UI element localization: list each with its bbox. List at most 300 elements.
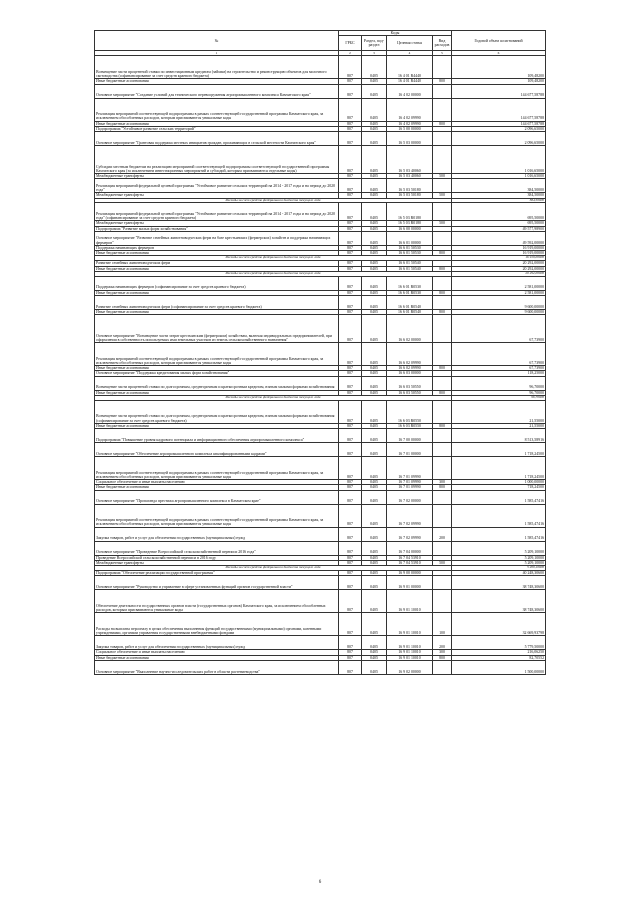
cell-target-article: 16 7 01 09990 <box>387 457 433 480</box>
cell-name: Обеспечение деятельности государственных органов власти (государственных органов) Камчатского края, за исключением обособленных расходов, которым присваиваются уникальные коды <box>95 590 339 613</box>
column-index: 3 <box>362 51 387 56</box>
table-row <box>95 98 546 121</box>
header-grbs: ГРБС <box>339 36 362 51</box>
cell-sum: 1 585,47416 <box>452 490 546 504</box>
cell-grbs: 807 <box>339 221 362 226</box>
cell-target-article: 16 6 01 R0540 <box>387 309 433 314</box>
cell-name: Расходы на выплаты персоналу в целях обеспечения выполнения функций государственными (муниципальными) органами, казенными учреждениями, органами управления государственными внебюджетными фондами <box>95 613 339 636</box>
cell-target-article: 16 9 01 10010 <box>387 613 433 636</box>
cell-expense-type <box>433 343 452 366</box>
cell-expense-type: 800 <box>433 655 452 660</box>
cell-name: Иные бюджетные ассигнования <box>95 366 339 371</box>
cell-expense-type: 800 <box>433 485 452 490</box>
funding-note-text: Расходы за счет средств федерального бюджета текущего года <box>95 271 452 276</box>
cell-razdel: 0405 <box>362 429 387 443</box>
cell-name: Реализация мероприятий федеральной целевой программы "Устойчивое развитие сельских территорий на 2014 - 2017 годы и на период до 2020 года" (софинансирование за счет средств краевого бюджета) <box>95 203 339 221</box>
cell-name: Реализация мероприятий соответствующей подпрограммы в рамках соответствующей государственной программы Камчатского края, за исключением обособленных расходов, которым присваиваются уникальные коды <box>95 98 339 121</box>
cell-razdel: 0405 <box>362 179 387 193</box>
column-index: 4 <box>387 51 433 56</box>
cell-razdel: 0405 <box>362 650 387 655</box>
table-row <box>95 132 546 146</box>
cell-target-article: 16 6 02 00000 <box>387 315 433 343</box>
cell-name: Основное мероприятие "Грантовая поддержка местных инициатив граждан, проживающих в сельской местности Камчатского края" <box>95 132 339 146</box>
cell-target-article: 16 5 00 00000 <box>387 126 433 131</box>
cell-grbs: 807 <box>339 132 362 146</box>
cell-grbs: 807 <box>339 490 362 504</box>
cell-sum: 1 718,24500 <box>452 457 546 480</box>
cell-sum: 5 209,10000 <box>452 560 546 565</box>
cell-sum: 16 919,00000 <box>452 251 546 256</box>
funding-note-sum: 384,50000 <box>452 198 546 203</box>
cell-grbs: 807 <box>339 295 362 309</box>
table-row <box>95 84 546 98</box>
cell-target-article: 16 4 02 09990 <box>387 121 433 126</box>
cell-expense-type <box>433 660 452 674</box>
document-page <box>94 30 545 675</box>
cell-razdel: 0405 <box>362 261 387 266</box>
cell-target-article: 16 5 03 40060 <box>387 146 433 174</box>
table-row <box>95 636 546 650</box>
cell-expense-type: 800 <box>433 423 452 428</box>
funding-note-text: Расходы за счет средств федерального бюджета текущего года <box>95 395 452 400</box>
table-header <box>95 31 546 56</box>
cell-name: Возмещение части процентной ставки по инвестиционным кредитам (займам) на строительство и реконструкцию объектов для молочного скотоводства (софинансирование за счет средств краевого бюджета) <box>95 56 339 79</box>
page-number: 6 <box>318 880 322 885</box>
cell-razdel: 0405 <box>362 480 387 485</box>
cell-razdel: 0405 <box>362 295 387 309</box>
cell-target-article: 16 6 01 R0530 <box>387 276 433 290</box>
cell-target-article: 16 6 01 R0540 <box>387 295 433 309</box>
table-row <box>95 443 546 457</box>
header-codes: Коды <box>339 31 452 36</box>
cell-grbs: 807 <box>339 315 362 343</box>
cell-expense-type <box>433 146 452 174</box>
cell-grbs: 807 <box>339 390 362 395</box>
table-row <box>95 179 546 193</box>
cell-name: Основное мероприятие "Создание условий для технического перевооружения агропромышленного комплекса Камчатского края" <box>95 84 339 98</box>
cell-grbs: 807 <box>339 84 362 98</box>
cell-name: Закупка товаров, работ и услуг для обеспечения государственных (муниципальных) нужд <box>95 527 339 541</box>
cell-razdel: 0405 <box>362 203 387 221</box>
cell-name: Основное мероприятие "Выполнение научно-исследовательских работ в области растениеводства" <box>95 660 339 674</box>
cell-target-article: 16 6 03 00000 <box>387 371 433 376</box>
cell-name: Возмещение части процентной ставки по долгосрочным, среднесрочным и краткосрочным кредитам, взятым малыми формами хозяйствования <box>95 376 339 390</box>
cell-target-article: 16 6 01 R0530 <box>387 290 433 295</box>
column-index: 6 <box>452 51 546 56</box>
funding-note-sum: 5 209,10000 <box>452 566 546 571</box>
cell-grbs: 807 <box>339 400 362 423</box>
cell-sum: 1 016,65000 <box>452 174 546 179</box>
cell-target-article: 16 9 00 00000 <box>387 571 433 576</box>
cell-grbs: 807 <box>339 121 362 126</box>
cell-sum: 9 600,00000 <box>452 309 546 314</box>
cell-target-article: 16 4 02 00000 <box>387 84 433 98</box>
cell-name: Межбюджетные трансферты <box>95 560 339 565</box>
cell-name: Иные бюджетные ассигнования <box>95 309 339 314</box>
cell-name: Межбюджетные трансферты <box>95 174 339 179</box>
cell-name: Иные бюджетные ассигнования <box>95 121 339 126</box>
table-body <box>95 56 546 675</box>
cell-expense-type <box>433 203 452 221</box>
cell-sum: 1 718,24500 <box>452 443 546 457</box>
cell-target-article: 16 9 01 10010 <box>387 636 433 650</box>
cell-razdel: 0405 <box>362 126 387 131</box>
header-number: № <box>95 31 339 51</box>
cell-expense-type <box>433 429 452 443</box>
table-row <box>95 203 546 221</box>
cell-sum: 38 748,30600 <box>452 590 546 613</box>
funding-note-text: Расходы за счет средств федерального бюджета текущего года <box>95 198 452 203</box>
cell-expense-type: 200 <box>433 636 452 650</box>
cell-grbs: 807 <box>339 423 362 428</box>
cell-razdel: 0405 <box>362 590 387 613</box>
table-row <box>95 576 546 590</box>
cell-sum: 96,70000 <box>452 376 546 390</box>
cell-grbs: 807 <box>339 429 362 443</box>
cell-razdel: 0405 <box>362 541 387 555</box>
cell-sum: 67,73900 <box>452 366 546 371</box>
cell-expense-type <box>433 576 452 590</box>
cell-grbs: 807 <box>339 613 362 636</box>
cell-sum: 144 677,58788 <box>452 121 546 126</box>
cell-target-article: 16 6 00 00000 <box>387 226 433 231</box>
cell-sum: 20 292,00000 <box>452 261 546 266</box>
cell-sum: 1 585,47416 <box>452 527 546 541</box>
cell-name: Подпрограмма "Повышение уровня кадрового потенциала и информационного обеспечения агропромышленного комплекса" <box>95 429 339 443</box>
cell-grbs: 807 <box>339 504 362 527</box>
cell-target-article: 16 5 03 R0180 <box>387 203 433 221</box>
cell-expense-type <box>433 504 452 527</box>
cell-sum: 1 585,47416 <box>452 504 546 527</box>
cell-name: Развитие семейных животноводческих ферм <box>95 261 339 266</box>
cell-razdel: 0405 <box>362 576 387 590</box>
cell-name: Подпрограмма "Устойчивое развитие сельских территорий" <box>95 126 339 131</box>
cell-razdel: 0405 <box>362 423 387 428</box>
cell-target-article: 16 5 03 00000 <box>387 132 433 146</box>
cell-target-article: 16 7 02 09990 <box>387 527 433 541</box>
cell-target-article: 16 6 01 50530 <box>387 245 433 250</box>
header-expense-type: Вид расходов <box>433 36 452 51</box>
column-index: 1 <box>95 51 339 56</box>
cell-sum: 384,50000 <box>452 193 546 198</box>
cell-target-article: 16 6 03 R0550 <box>387 423 433 428</box>
cell-name: Иные бюджетные ассигнования <box>95 423 339 428</box>
cell-name: Основное мероприятие "Проведение Всероссийской сельскохозяйственной переписи 2016 года" <box>95 541 339 555</box>
cell-name: Поддержка начинающих фермеров (софинансирование за счет средств краевого бюджета) <box>95 276 339 290</box>
cell-sum: 144 677,58788 <box>452 98 546 121</box>
cell-expense-type: 800 <box>433 309 452 314</box>
cell-name: Социальное обеспечение и иные выплаты населению <box>95 650 339 655</box>
cell-razdel: 0405 <box>362 443 387 457</box>
table-row <box>95 295 546 309</box>
cell-razdel: 0405 <box>362 366 387 371</box>
table-row <box>95 613 546 636</box>
cell-expense-type: 500 <box>433 174 452 179</box>
cell-target-article: 16 6 02 09990 <box>387 366 433 371</box>
cell-name: Иные бюджетные ассигнования <box>95 251 339 256</box>
cell-sum: 8 513,58916 <box>452 429 546 443</box>
cell-razdel: 0405 <box>362 655 387 660</box>
cell-razdel: 0405 <box>362 571 387 576</box>
cell-expense-type: 800 <box>433 251 452 256</box>
cell-razdel: 0405 <box>362 231 387 245</box>
cell-target-article: 16 6 01 50540 <box>387 266 433 271</box>
table-row <box>95 276 546 290</box>
cell-razdel: 0405 <box>362 251 387 256</box>
cell-sum: 5 209,10000 <box>452 555 546 560</box>
cell-expense-type: 500 <box>433 193 452 198</box>
table-row <box>95 231 546 245</box>
cell-target-article: 16 5 03 50180 <box>387 193 433 198</box>
cell-sum: 5 779,50000 <box>452 636 546 650</box>
cell-razdel: 0405 <box>362 290 387 295</box>
table-row <box>95 660 546 674</box>
cell-grbs: 807 <box>339 226 362 231</box>
table-row <box>95 146 546 174</box>
cell-sum: 67,73900 <box>452 343 546 366</box>
cell-target-article: 16 4 01 R4440 <box>387 56 433 79</box>
cell-grbs: 807 <box>339 79 362 84</box>
cell-razdel: 0405 <box>362 146 387 174</box>
cell-grbs: 807 <box>339 655 362 660</box>
cell-grbs: 807 <box>339 457 362 480</box>
cell-name: Поддержка начинающих фермеров <box>95 245 339 250</box>
cell-grbs: 807 <box>339 560 362 565</box>
cell-target-article: 16 7 04 53910 <box>387 560 433 565</box>
cell-sum: 144 677,58788 <box>452 84 546 98</box>
funding-note-sum: 96,70000 <box>452 395 546 400</box>
cell-razdel: 0405 <box>362 457 387 480</box>
cell-grbs: 807 <box>339 309 362 314</box>
cell-target-article: 16 7 04 00000 <box>387 541 433 555</box>
cell-grbs: 807 <box>339 98 362 121</box>
cell-grbs: 807 <box>339 203 362 221</box>
table-row <box>95 590 546 613</box>
cell-target-article: 16 7 02 09990 <box>387 504 433 527</box>
cell-name: Реализация мероприятий соответствующей подпрограммы в рамках соответствующей государственной программы Камчатского края, за исключением обособленных расходов, которым присваиваются уникальные коды <box>95 504 339 527</box>
cell-name: Реализация мероприятий соответствующей подпрограммы в рамках соответствующей государственной программы Камчатского края, за исключением обособленных расходов, которым присваиваются уникальные коды <box>95 457 339 480</box>
cell-grbs: 807 <box>339 343 362 366</box>
cell-sum: 2 096,65000 <box>452 126 546 131</box>
cell-sum: 109,48200 <box>452 56 546 79</box>
cell-target-article: 16 7 01 09990 <box>387 485 433 490</box>
funding-note-text: Расходы за счет средств федерального бюджета текущего года <box>95 566 452 571</box>
cell-name: Иные бюджетные ассигнования <box>95 485 339 490</box>
cell-target-article: 16 4 02 09990 <box>387 98 433 121</box>
cell-sum: 96,70000 <box>452 390 546 395</box>
cell-sum: 82,70552 <box>452 655 546 660</box>
cell-name: Подпрограмма "Развитие малых форм хозяйствования" <box>95 226 339 231</box>
cell-expense-type: 800 <box>433 390 452 395</box>
cell-sum: 49 577,98900 <box>452 226 546 231</box>
cell-sum: 16 919,00000 <box>452 245 546 250</box>
table-row <box>95 541 546 555</box>
cell-name: Развитие семейных животноводческих ферм (софинансирование за счет средств краевого бюджета) <box>95 295 339 309</box>
cell-grbs: 807 <box>339 245 362 250</box>
cell-razdel: 0405 <box>362 485 387 490</box>
cell-razdel: 0405 <box>362 132 387 146</box>
cell-name: Иные бюджетные ассигнования <box>95 79 339 84</box>
cell-expense-type <box>433 376 452 390</box>
cell-grbs: 807 <box>339 251 362 256</box>
cell-razdel: 0405 <box>362 560 387 565</box>
cell-target-article: 16 9 02 00000 <box>387 660 433 674</box>
table-row <box>95 343 546 366</box>
funding-note-sum: 20 292,00000 <box>452 271 546 276</box>
cell-expense-type <box>433 84 452 98</box>
cell-target-article: 16 7 01 00000 <box>387 443 433 457</box>
cell-razdel: 0405 <box>362 309 387 314</box>
cell-sum: 695,50000 <box>452 203 546 221</box>
cell-razdel: 0405 <box>362 174 387 179</box>
cell-expense-type: 200 <box>433 527 452 541</box>
cell-sum: 38 748,30600 <box>452 576 546 590</box>
cell-target-article: 16 9 01 10010 <box>387 655 433 660</box>
cell-expense-type: 800 <box>433 266 452 271</box>
cell-razdel: 0405 <box>362 98 387 121</box>
cell-name: Проведение Всероссийской сельскохозяйственной переписи в 2016 году <box>95 555 339 560</box>
cell-sum: 1 016,65000 <box>452 146 546 174</box>
cell-sum: 109,48200 <box>452 79 546 84</box>
cell-name: Иные бюджетные ассигнования <box>95 290 339 295</box>
header-annual-sum: Годовой объем ассигнований <box>452 31 546 51</box>
cell-razdel: 0405 <box>362 490 387 504</box>
table-row <box>95 429 546 443</box>
cell-target-article: 16 9 01 10010 <box>387 590 433 613</box>
cell-sum: 21,55000 <box>452 423 546 428</box>
cell-sum: 49 592,00000 <box>452 231 546 245</box>
budget-table <box>94 30 546 675</box>
cell-razdel: 0405 <box>362 371 387 376</box>
cell-grbs: 807 <box>339 660 362 674</box>
cell-name: Иные бюджетные ассигнования <box>95 390 339 395</box>
cell-expense-type <box>433 457 452 480</box>
cell-name: Основное мероприятие "Пропаганда престижа агропромышленного комплекса в Камчатском крае" <box>95 490 339 504</box>
cell-name: Социальное обеспечение и иные выплаты населению <box>95 480 339 485</box>
cell-name: Подпрограмма "Обеспечение реализации государственной программы" <box>95 571 339 576</box>
cell-target-article: 16 7 01 09990 <box>387 480 433 485</box>
cell-target-article: 16 5 03 50180 <box>387 179 433 193</box>
cell-expense-type: 800 <box>433 121 452 126</box>
cell-sum: 1 500,00000 <box>452 660 546 674</box>
cell-name: Межбюджетные трансферты <box>95 221 339 226</box>
cell-grbs: 807 <box>339 290 362 295</box>
cell-name: Возмещение части процентной ставки по долгосрочным, среднесрочным и краткосрочным кредитам, взятым малыми формами хозяйствования (софинансирование за счет средств краевого бюджета) <box>95 400 339 423</box>
funding-note-sum: 16 919,00000 <box>452 256 546 261</box>
cell-target-article: 16 5 03 R0180 <box>387 221 433 226</box>
cell-grbs: 807 <box>339 174 362 179</box>
cell-razdel: 0405 <box>362 636 387 650</box>
cell-name: Иные бюджетные ассигнования <box>95 655 339 660</box>
cell-razdel: 0405 <box>362 613 387 636</box>
table-row <box>95 504 546 527</box>
cell-target-article: 16 9 01 10010 <box>387 650 433 655</box>
cell-expense-type: 300 <box>433 650 452 655</box>
cell-sum: 2 581,00000 <box>452 276 546 290</box>
header-razdel: Раздел, под-раздел <box>362 36 387 51</box>
cell-expense-type <box>433 132 452 146</box>
table-row <box>95 527 546 541</box>
table-row <box>95 490 546 504</box>
cell-sum: 1 000,00000 <box>452 480 546 485</box>
cell-grbs: 807 <box>339 480 362 485</box>
cell-sum: 118,25000 <box>452 371 546 376</box>
cell-razdel: 0405 <box>362 390 387 395</box>
cell-target-article: 16 6 02 09990 <box>387 343 433 366</box>
cell-razdel: 0405 <box>362 276 387 290</box>
cell-sum: 40 248,30600 <box>452 571 546 576</box>
cell-sum: 9 600,00000 <box>452 295 546 309</box>
cell-target-article: 16 6 01 50530 <box>387 251 433 256</box>
cell-grbs: 807 <box>339 56 362 79</box>
cell-grbs: 807 <box>339 376 362 390</box>
cell-razdel: 0405 <box>362 193 387 198</box>
cell-grbs: 807 <box>339 261 362 266</box>
cell-razdel: 0405 <box>362 504 387 527</box>
cell-name: Основное мероприятие "Возмещение части затрат крестьянским (фермерским) хозяйствам, включая индивидуальных предпринимателей, при оформлении в собственность используемых ими земельных участков из земель сельскохозяйственного назначения" <box>95 315 339 343</box>
cell-expense-type <box>433 315 452 343</box>
cell-expense-type <box>433 276 452 290</box>
cell-razdel: 0405 <box>362 221 387 226</box>
cell-razdel: 0405 <box>362 527 387 541</box>
cell-razdel: 0405 <box>362 245 387 250</box>
cell-grbs: 807 <box>339 636 362 650</box>
cell-grbs: 807 <box>339 443 362 457</box>
cell-name: Основное мероприятие "Обеспечение агропромышленного комплекса квалифицированными кадрами" <box>95 443 339 457</box>
cell-name: Иные бюджетные ассигнования <box>95 266 339 271</box>
table-row <box>95 400 546 423</box>
cell-target-article: 16 6 01 00000 <box>387 231 433 245</box>
cell-expense-type <box>433 98 452 121</box>
cell-expense-type <box>433 179 452 193</box>
cell-name: Субсидии местным бюджетам на реализацию мероприятий соответствующей подпрограммы соответствующей государственной программы Камчатского края (за исключением инвестиционных мероприятий и субсидий, которым присваиваются отдельные коды) <box>95 146 339 174</box>
cell-sum: 718,24500 <box>452 485 546 490</box>
cell-expense-type <box>433 295 452 309</box>
table-row <box>95 457 546 480</box>
cell-grbs: 807 <box>339 146 362 174</box>
cell-name: Реализация мероприятий соответствующей подпрограммы в рамках соответствующей государственной программы Камчатского края, за исключением обособленных расходов, которым присваиваются уникальные коды <box>95 343 339 366</box>
cell-expense-type: 500 <box>433 560 452 565</box>
cell-sum: 2 096,65000 <box>452 132 546 146</box>
cell-sum: 216,06250 <box>452 650 546 655</box>
cell-razdel: 0405 <box>362 660 387 674</box>
cell-sum: 5 209,10000 <box>452 541 546 555</box>
cell-target-article: 16 6 01 50540 <box>387 261 433 266</box>
cell-sum: 67,73900 <box>452 315 546 343</box>
cell-grbs: 807 <box>339 590 362 613</box>
cell-expense-type <box>433 231 452 245</box>
cell-target-article: 16 6 03 R0550 <box>387 400 433 423</box>
table-row <box>95 376 546 390</box>
cell-target-article: 16 7 04 53910 <box>387 555 433 560</box>
cell-grbs: 807 <box>339 231 362 245</box>
cell-sum: 32 669,93798 <box>452 613 546 636</box>
cell-grbs: 807 <box>339 571 362 576</box>
cell-name: Основное мероприятие "Руководство и управление в сфере установленных функций органов государственной власти" <box>95 576 339 590</box>
cell-sum: 384,50000 <box>452 179 546 193</box>
cell-target-article: 16 6 03 50550 <box>387 390 433 395</box>
cell-expense-type: 800 <box>433 79 452 84</box>
cell-grbs: 807 <box>339 371 362 376</box>
cell-razdel: 0405 <box>362 555 387 560</box>
cell-expense-type <box>433 443 452 457</box>
cell-razdel: 0405 <box>362 121 387 126</box>
cell-grbs: 807 <box>339 576 362 590</box>
cell-target-article: 16 4 01 R4440 <box>387 79 433 84</box>
cell-target-article: 16 9 01 00000 <box>387 576 433 590</box>
cell-grbs: 807 <box>339 193 362 198</box>
cell-razdel: 0405 <box>362 376 387 390</box>
